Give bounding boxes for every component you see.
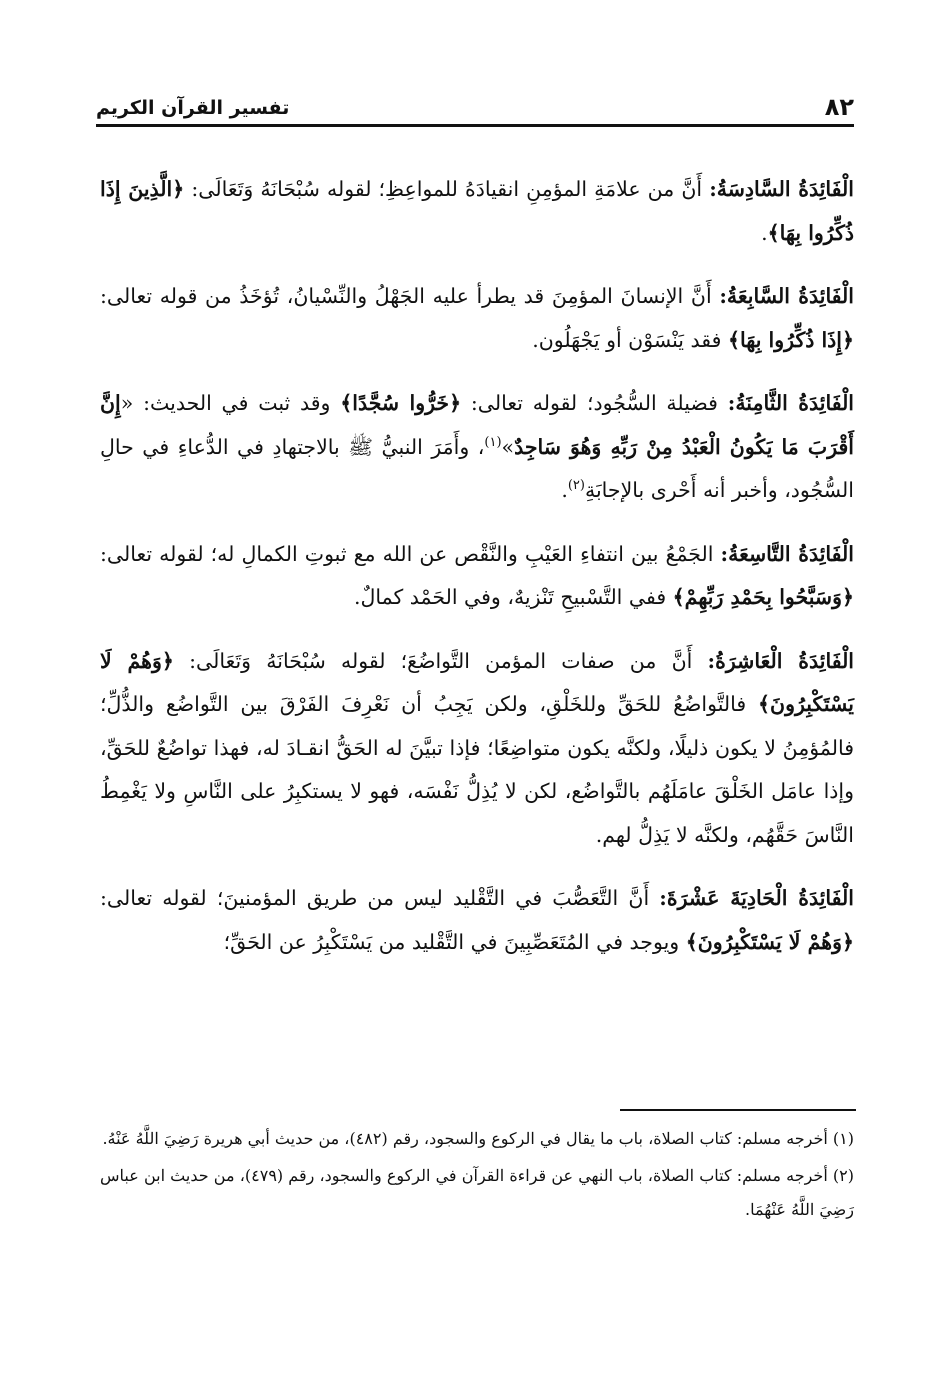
paragraph-text: فضيلة السُّجُود؛ لقوله تعالى: xyxy=(461,391,728,415)
footnote-1: (١) أخرجه مسلم: كتاب الصلاة، باب ما يقال في الركوع والسجود، رقم (٤٨٢)، من حديث أبي هريرة رَضِيَ اللَّهُ عَنْهُ. xyxy=(102,1129,854,1148)
footnotes xyxy=(100,1122,854,1230)
paragraph-benefit-9 xyxy=(100,533,854,620)
paragraph-text: » xyxy=(501,434,515,459)
benefit-heading: الْفَائِدَةُ التَّاسِعَةُ: xyxy=(720,541,854,566)
quran-verse: ﴿وَهُمْ لَا يَسْتَكْبِرُونَ﴾ xyxy=(100,648,854,716)
footnote-reference-1[interactable]: (١) xyxy=(484,434,502,450)
paragraph-text: أَنَّ التَّعَصُّبَ في التَّقْليد ليس من طريق المؤمنينَ؛ لقوله تعالى: xyxy=(100,886,660,910)
paragraph-text: فالتَّواضُعُ للحَقِّ وللخَلْقِ، ولكن يَجِبُ أن نَعْرِفَ الفَرْقَ بين التَّواضُع والذُّلِّ؛ فالمُؤمِنُ لا يكون ذليلًا، ولكنَّه يكون متواضِعًا؛ فإذا تبيَّنَ له الحَقُّ انقـادَ له، فهذا تواضُعٌ للحَقِّ، وإذا عامَل الخَلْقَ عامَلَهُم بالتَّواضُع، لكن لا يُذِلُّ نَفْسَه، فهو لا يستكبِرُ على النَّاسِ ولا يَغْمِطُ النَّاسَ حَقَّهُم، ولكنَّه لا يَذِلُّ لهم. xyxy=(100,692,854,847)
paragraph-text: أَنَّ الإنسانَ المؤمِنَ قد يطرأ عليه الجَهْلُ والنِّسْيانُ، تُؤخَذُ من قوله تعالى: xyxy=(100,284,720,308)
paragraph-benefit-8 xyxy=(100,382,854,513)
paragraph-text: أَنَّ من علامَةِ المؤمِنِ انقيادَهُ للمواعِظِ؛ لقوله سُبْحَانَهُ وَتَعَالَى: xyxy=(184,177,710,201)
footnote-reference-2[interactable]: (٢) xyxy=(567,478,585,494)
footnote-divider xyxy=(620,1109,856,1111)
quran-verse: ﴿الَّذِينَ إِذَا ذُكِّرُوا بِهَا﴾ xyxy=(100,177,854,245)
hadith-quote: إِنَّ أَقْرَبَ مَا يَكُونُ الْعَبْدُ مِنْ رَبِّهِ وَهُوَ سَاجِدٌ xyxy=(100,391,855,459)
paragraph-text: الجَمْعُ بين انتفاءِ العَيْبِ والنَّقْص عن الله مع ثبوتِ الكمالِ له؛ لقوله تعالى: xyxy=(100,541,721,566)
header-rule xyxy=(96,124,854,127)
benefit-heading: الْفَائِدَةُ الثَّامِنَةُ: xyxy=(727,391,855,415)
main-text xyxy=(100,168,854,984)
page-number: ٨٢ xyxy=(824,93,854,121)
quran-verse: ﴿وَسَبَّحُوا بِحَمْدِ رَبِّهِمْ﴾ xyxy=(672,585,854,609)
paragraph-benefit-7 xyxy=(100,275,854,362)
footnote-2: (٢) أخرجه مسلم: كتاب الصلاة، باب النهي عن قراءة القرآن في الركوع والسجود، رقم (٤٧٩)، من حديث ابن عباس رَضِيَ اللَّهُ عَنْهُمَا. xyxy=(100,1166,855,1219)
benefit-heading: الْفَائِدَةُ الْعَاشِرَةُ: xyxy=(707,648,855,673)
paragraph-benefit-11 xyxy=(100,877,854,964)
quran-verse: ﴿خَرُّوا سُجَّدًا﴾ xyxy=(340,391,462,415)
paragraph-text: . xyxy=(761,220,768,245)
paragraph-text: ففي التَّسْبيحِ تَنْزيهٌ، وفي الحَمْد كمالٌ. xyxy=(353,585,673,609)
paragraph-benefit-10 xyxy=(100,640,854,858)
quran-verse: ﴿وَهُمْ لَا يَسْتَكْبِرُونَ﴾ xyxy=(685,929,854,954)
paragraph-text: ويوجد في المُتَعَصِّبِينَ في التَّقْليد من يَسْتَكْبِرُ عن الحَقِّ؛ xyxy=(223,929,686,954)
benefit-heading: الْفَائِدَةُ السَّابِعَةُ: xyxy=(719,284,854,308)
running-title: تفسير القرآن الكريم xyxy=(96,97,290,119)
paragraph-benefit-6 xyxy=(100,168,854,255)
page-header xyxy=(96,92,854,126)
benefit-heading: الْفَائِدَةُ السَّادِسَةُ: xyxy=(709,177,854,201)
benefit-heading: الْفَائِدَةُ الْحَادِيَةَ عَشْرَةَ: xyxy=(659,886,854,910)
paragraph-text: وقد ثبت في الحديث: « xyxy=(120,391,341,415)
paragraph-text: أَنَّ من صفات المؤمن التَّواضُعَ؛ لقوله سُبْحَانَهُ وَتَعَالَى: xyxy=(173,648,708,673)
paragraph-text: فقد يَنْسَوْن أو يَجْهَلُون. xyxy=(532,327,728,352)
paragraph-text: . xyxy=(561,478,568,502)
quran-verse: ﴿إِذَا ذُكِّرُوا بِهَا﴾ xyxy=(727,327,854,352)
paragraph-text: ، وأَمَرَ النبيُّ ﷺ بالاجتهادِ في الدُّعاءِ في حالِ السُّجُود، وأخبر أنه أَحْرى بالإجابَةِ xyxy=(100,434,854,502)
